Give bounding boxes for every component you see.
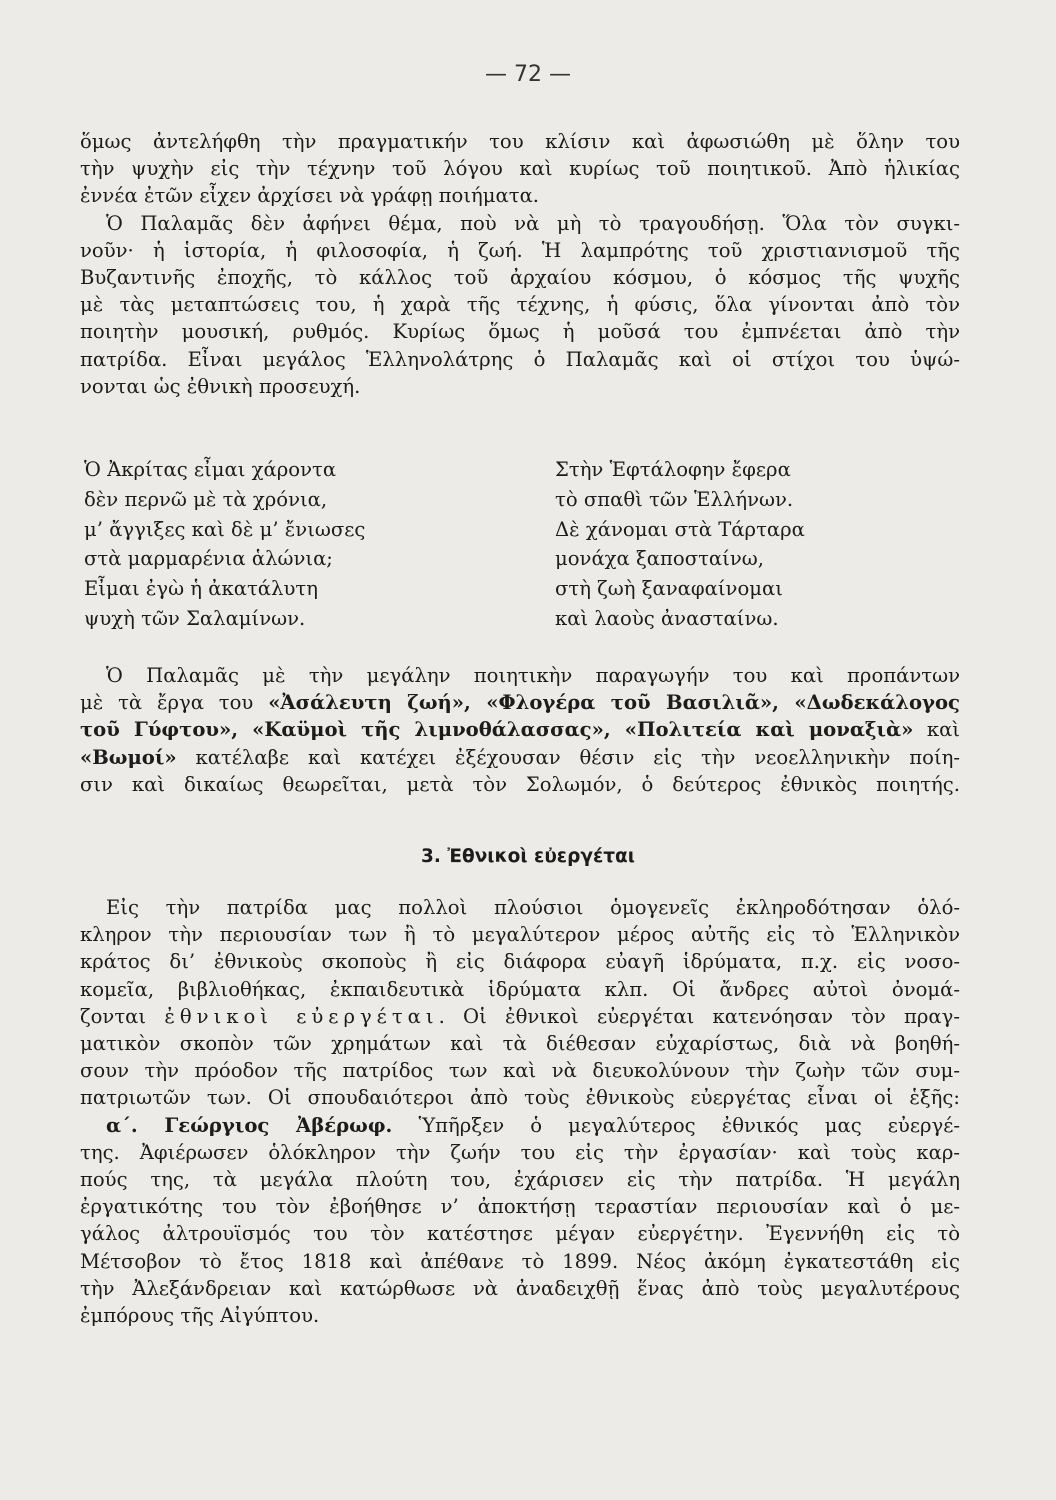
- text-line: γάλος ἀλτρουϊσμός του τὸν κατέστησε μέγαν εὐεργέτην. Ἐγεννήθη εἰς τὸ: [80, 1222, 960, 1246]
- paragraph-national-benefactors: [80, 894, 960, 1329]
- text-span: κατέλαβε καὶ κατέχει ἐξέχουσαν θέσιν εἰς τὴν νεοελληνικὴν ποίη-: [176, 745, 960, 769]
- text-line: τὴν ψυχὴν εἰς τὴν τέχνην τοῦ λόγου καὶ κυρίως τοῦ ποιητικοῦ. Ἀπὸ ἡλικίας: [80, 157, 960, 181]
- paragraph-palamas-works: [80, 662, 960, 798]
- poem-line: στὴ ζωὴ ξαναφαίνομαι: [555, 577, 783, 601]
- text-line: ὅμως ἀντελήφθη τὴν πραγματικήν του κλίσιν καὶ ἀφωσιώθη μὲ ὅλην του: [80, 130, 960, 153]
- text-line: [80, 689, 960, 716]
- text-line: Βυζαντινῆς ἐποχῆς, τὸ κάλλος τοῦ ἀρχαίου κόσμου, ὁ κόσμος τῆς ψυχῆς: [80, 266, 960, 290]
- text-line: μὲ τὰς μεταπτώσεις του, ἡ χαρὰ τῆς τέχνης, ἡ φύσις, ὅλα γίνονται ἀπὸ τὸν: [80, 293, 960, 317]
- poem-line: στὰ μαρμαρένια ἁλώνια;: [84, 547, 333, 571]
- poem-left-column: [84, 455, 365, 634]
- poem-line: καὶ λαοὺς ἀνασταίνω.: [555, 606, 779, 630]
- text-line: [80, 1003, 960, 1030]
- paragraph-palamas-intro: [80, 128, 960, 400]
- text-line: σιν καὶ δικαίως θεωρεῖται, μετὰ τὸν Σολωμόν, ὁ δεύτερος ἐθνικὸς ποιητής.: [80, 772, 960, 796]
- text-line: ποιητὴν μουσική, ρυθμός. Κυρίως ὅμως ἡ μοῦσά του ἐμπνέεται ἀπὸ τὴν: [80, 320, 960, 344]
- poem-line: τὸ σπαθὶ τῶν Ἑλλήνων.: [555, 487, 794, 511]
- text-span: Ὑπῆρξεν ὁ μεγαλύτερος ἐθνικός μας εὐεργέ-: [392, 1113, 960, 1137]
- text-line: ματικὸν σκοπὸν τῶν χρημάτων καὶ τὰ διέθεσαν εὐχαρίστως, διὰ νὰ βοηθή-: [80, 1032, 960, 1056]
- text-line: Ὁ Παλαμᾶς μὲ τὴν μεγάλην ποιητικὴν παραγωγήν του καὶ προπάντων: [106, 664, 960, 687]
- poem-line: μ’ ἄγγιξες καὶ δὲ μ’ ἔνιωσες: [84, 517, 366, 541]
- text-span: ζονται: [80, 1004, 165, 1028]
- text-span: καὶ: [913, 718, 960, 742]
- text-line: κληρον τὴν περιουσίαν των ἢ τὸ μεγαλύτερον μέρος αὐτῆς εἰς τὸ Ἑλληνικὸν: [80, 923, 960, 947]
- poem-line: δὲν περνῶ μὲ τὰ χρόνια,: [84, 487, 328, 511]
- text-line: τὴν Ἀλεξάνδρειαν καὶ κατώρθωσε νὰ ἀναδειχθῇ ἕνας ἀπὸ τοὺς μεγαλυτέρους: [80, 1276, 960, 1300]
- text-line: [80, 1112, 960, 1139]
- text-span: μὲ τὰ ἔργα του: [80, 691, 269, 715]
- section-heading: 3. Ἐθνικοὶ εὐεργέται: [421, 846, 635, 867]
- poem-right-column: [555, 455, 805, 634]
- text-line: σουν τὴν πρόοδον τῆς πατρίδος των καὶ νὰ διευκολύνουν τὴν ζωὴν τῶν συμ-: [80, 1059, 960, 1083]
- works-titles: «Ἀσάλευτη ζωή», «Φλογέρα τοῦ Βασιλιᾶ», «Δωδεκάλογος: [268, 691, 960, 715]
- text-line: [80, 744, 960, 771]
- text-line: Εἰς τὴν πατρίδα μας πολλοὶ πλούσιοι ὁμογενεῖς ἐκληροδότησαν ὁλό-: [106, 896, 960, 919]
- text-line: ἐργατικότης του τὸν ἐβοήθησε ν’ ἀποκτήσῃ τεραστίαν περιουσίαν καὶ ὁ με-: [80, 1195, 960, 1219]
- text-line: ἐννέα ἐτῶν εἶχεν ἀρχίσει νὰ γράφῃ ποιήματα.: [80, 184, 540, 208]
- text-line: Ὁ Παλαμᾶς δὲν ἀφήνει θέμα, ποὺ νὰ μὴ τὸ τραγουδήσῃ. Ὅλα τὸν συγκι-: [106, 211, 960, 235]
- benefactor-name: α΄. Γεώργιος Ἀβέρωφ.: [106, 1113, 393, 1137]
- text-line: της. Ἀφιέρωσεν ὁλόκληρον τὴν ζωήν του εἰς τὴν ἐργασίαν· καὶ τοὺς καρ-: [80, 1140, 960, 1164]
- poem-line: μονάχα ξαποσταίνω,: [555, 547, 764, 571]
- poem-line: Δὲ χάνομαι στὰ Τάρταρα: [555, 517, 805, 541]
- text-line: Μέτσοβον τὸ ἔτος 1818 καὶ ἀπέθανε τὸ 1899. Νέος ἀκόμη ἐγκατεστάθη εἰς: [80, 1249, 960, 1273]
- works-titles: «Βωμοί»: [80, 745, 177, 769]
- text-span: . Οἱ ἐθνικοὶ εὐεργέται κατενόησαν τὸν πραγ-: [438, 1004, 960, 1028]
- text-line: πατριωτῶν των. Οἱ σπουδαιότεροι ἀπὸ τοὺς ἐθνικοὺς εὐεργέτας εἶναι οἱ ἑξῆς:: [80, 1086, 960, 1110]
- works-titles: τοῦ Γύφτου», «Καϋμοὶ τῆς λιμνοθάλασσας», «Πολιτεία καὶ μοναξιὰ»: [80, 718, 914, 742]
- poem-line: Εἶμαι ἐγὼ ἡ ἀκατάλυτη: [84, 577, 318, 601]
- poem-line: Στὴν Ἑφτάλοφην ἔφερα: [555, 458, 791, 481]
- page-number: — 72 —: [485, 62, 571, 87]
- text-line: κομεῖα, βιβλιοθήκας, ἐκπαιδευτικὰ ἱδρύματα κλπ. Οἱ ἄνδρες αὐτοὶ ὀνομά-: [80, 977, 960, 1001]
- text-line: νοῦν· ἡ ἱστορία, ἡ φιλοσοφία, ἡ ζωή. Ἡ λαμπρότης τοῦ χριστιανισμοῦ τῆς: [80, 238, 960, 262]
- text-line: ἐμπόρους τῆς Αἰγύπτου.: [80, 1304, 320, 1328]
- text-line: κράτος δι’ ἐθνικοὺς σκοποὺς ἢ εἰς διάφορα εὐαγῆ ἱδρύματα, π.χ. εἰς νοσο-: [80, 950, 960, 974]
- poem-line: Ὁ Ἀκρίτας εἶμαι χάροντα: [84, 458, 337, 481]
- text-line: πούς της, τὰ μεγάλα πλούτη του, ἐχάρισεν εἰς τὴν πατρίδα. Ἡ μεγάλη: [80, 1168, 960, 1192]
- poem-line: ψυχὴ τῶν Σαλαμίνων.: [84, 606, 306, 630]
- spaced-term: ἐθνικοὶ εὐεργέται: [164, 1004, 439, 1028]
- text-line: [80, 716, 960, 743]
- text-line: νονται ὡς ἐθνικὴ προσευχή.: [80, 374, 361, 398]
- text-line: πατρίδα. Εἶναι μεγάλος Ἑλληνολάτρης ὁ Παλαμᾶς καὶ οἱ στίχοι του ὑψώ-: [80, 347, 960, 371]
